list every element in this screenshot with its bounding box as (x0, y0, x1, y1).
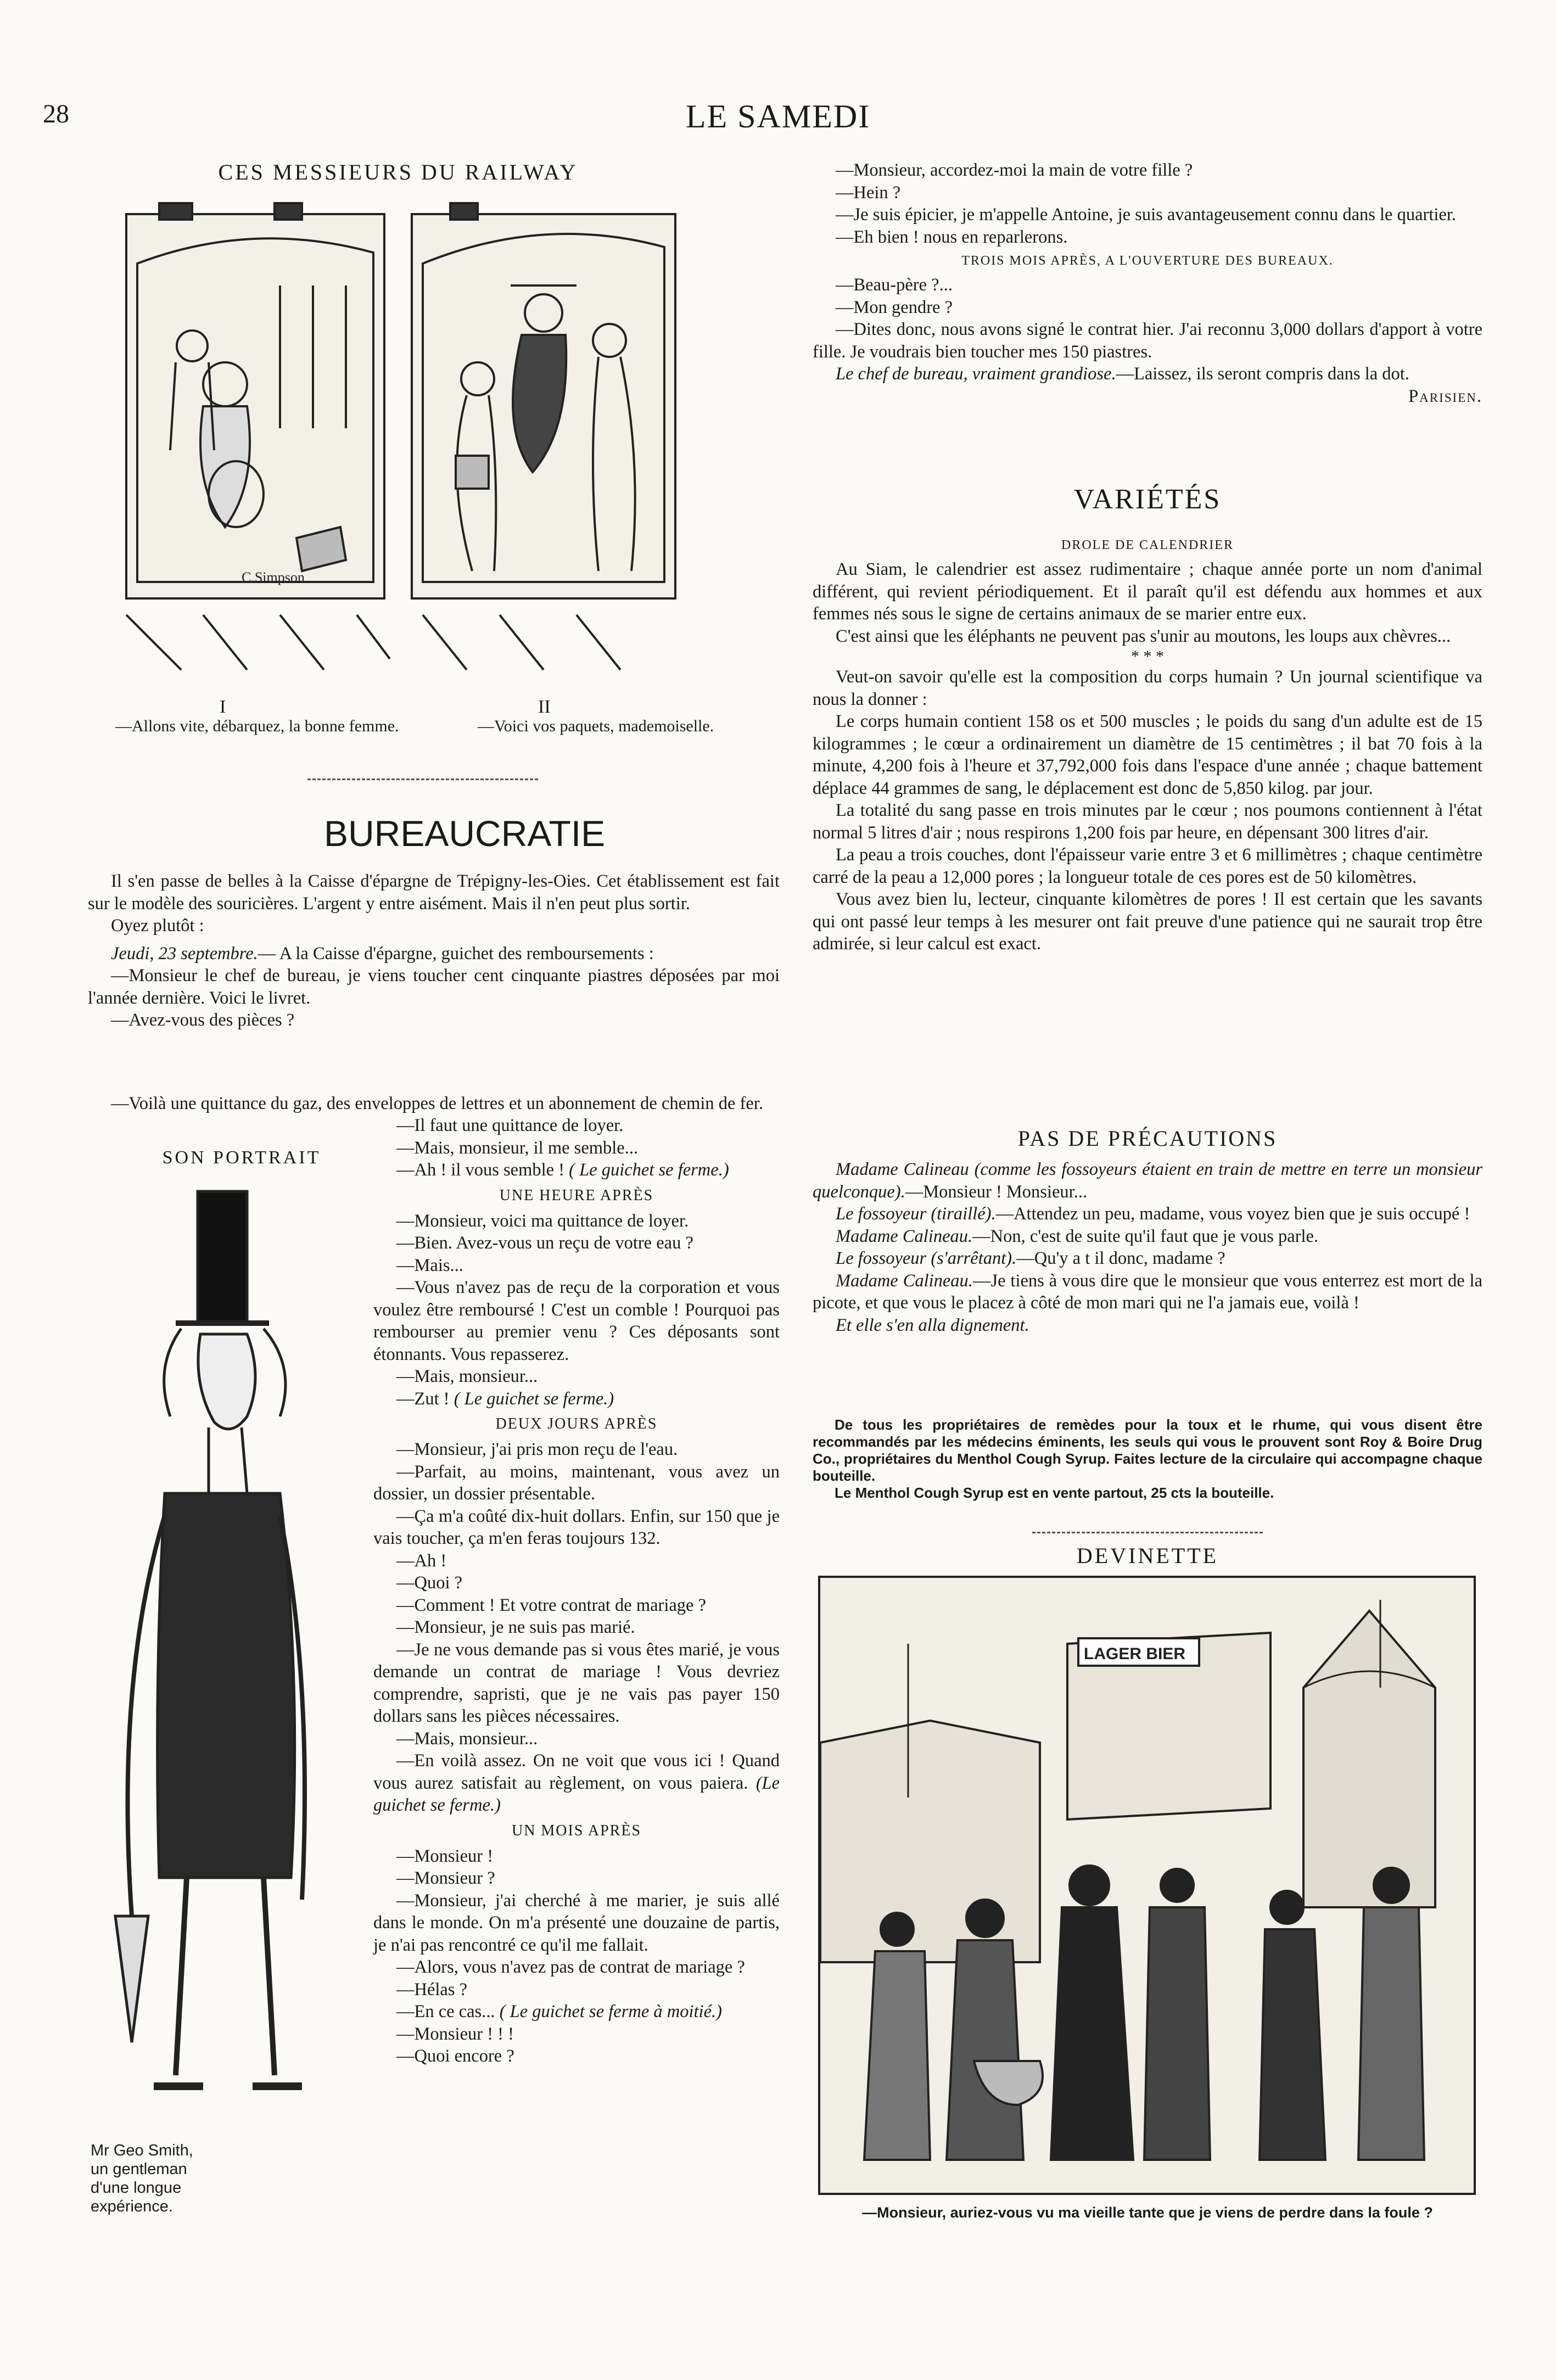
dialogue-line: —En ce cas... ( Le guichet se ferme à moitié.) (396, 2002, 722, 2021)
devinette-illustration (818, 1576, 1476, 2195)
precautions-article (813, 1158, 1482, 1336)
article-paragraph: C'est ainsi que les éléphants ne peuvent pas s'unir au moutons, les loups aux chèvres... (836, 626, 1451, 646)
dialogue-line: —Mais, monsieur... (396, 1728, 538, 1749)
asterism: * * * (1131, 647, 1164, 665)
dialogue-line: —Parfait, au moins, maintenant, vous avez un dossier, un dossier présentable. (373, 1461, 780, 1504)
dialogue-line: Le chef de bureau, vraiment grandiose.—Laissez, ils seront compris dans la dot. (836, 364, 1409, 384)
dialogue-line: —Dites donc, nous avons signé le contrat hier. J'ai reconnu 3,000 dollars d'apport à votre fille. Je voudrais bien toucher mes 150 piastres. (813, 320, 1482, 362)
varietes-title: VARIÉTÉS (1073, 484, 1222, 515)
dialogue-line: —Bien. Avez-vous un reçu de votre eau ? (396, 1233, 693, 1253)
page-number: 28 (43, 99, 69, 128)
panel-one-drawing (126, 203, 390, 670)
artist-signature: C.Simpson (242, 569, 305, 585)
dialogue-line: —Comment ! Et votre contrat de mariage ? (396, 1595, 707, 1615)
dialogue-line: —Il faut une quittance de loyer. (396, 1116, 624, 1135)
portrait-caption: Mr Geo Smith, un gentleman d'une longue expérience. (91, 2142, 193, 2215)
continued-article (813, 159, 1482, 407)
dialogue-line: —Mais, monsieur... (396, 1367, 538, 1386)
dialogue-line: —Je suis épicier, je m'appelle Antoine, je suis avantageusement connu dans le quartier. (836, 205, 1456, 225)
precautions-title: PAS DE PRÉCAUTIONS (1017, 1126, 1278, 1151)
railway-cartoon (115, 198, 686, 681)
author-signature: Parisien. (1408, 386, 1482, 406)
panel-two-drawing (412, 203, 675, 670)
dialogue-line: Et elle s'en alla dignement. (836, 1315, 1029, 1335)
devinette-title: DEVINETTE (1076, 1543, 1219, 1568)
railway-title: CES MESSIEURS DU RAILWAY (218, 160, 578, 184)
dialogue-line: —Quoi encore ? (396, 2046, 514, 2066)
portrait-title: SON PORTRAIT (162, 1147, 321, 1168)
article-paragraph: Oyez plutôt : (111, 916, 204, 936)
ad-paragraph: De tous les propriétaires de remèdes pour la toux et le rhume, qui vous disent être recommandés par les médecins éminents, les seuls qui vous le prouvent sont Roy & Boire Drug Co., propriétaires du Menthol Cough Syrup. Faites lecture de la circulaire qui accompagne chaque bouteille. (813, 1416, 1482, 1484)
subheading: DROLE DE CALENDRIER (1061, 538, 1234, 552)
article-paragraph: Vous avez bien lu, lecteur, cinquante kilomètres de pores ! Il est certain que les savants qui ont passé leur temps à les mesurer ont fait preuve d'une patience qui ne saurait trop être admirée, si leur calcul est exact. (813, 889, 1482, 954)
dialogue-line: —Vous n'avez pas de reçu de la corporation et vous voulez être remboursé ! C'est un comble ! Pourquoi pas rembourser au premier venu ? Ces déposants sont étonnants. Vous repasserez. (373, 1278, 780, 1364)
dialogue-line: —Beau-père ?... (836, 275, 953, 295)
dialogue-line: Madame Calineau.—Non, c'est de suite qu'il faut que je vous parle. (836, 1226, 1319, 1246)
dialogue-line: —Monsieur, j'ai cherché à me marier, je suis allé dans le monde. On m'a présenté une douzaine de partis, je n'ai pas rencontré ce qu'il me fallait. (373, 1890, 780, 1955)
dialogue-line: —Alors, vous n'avez pas de contrat de mariage ? (396, 1957, 745, 1977)
dialogue-line: Le fossoyeur (s'arrêtant).—Qu'y a t il donc, madame ? (836, 1248, 1225, 1268)
panel-two-caption: —Voici vos paquets, mademoiselle. (478, 717, 714, 735)
article-paragraph: Veut-on savoir qu'elle est la composition du corps humain ? Un journal scientifique va nous la donner : (813, 667, 1482, 709)
article-paragraph: Il s'en passe de belles à la Caisse d'épargne de Trépigny-les-Oies. Cet établissement est fait sur le modèle des souricières. L'argent y entre aisément. Mais il n'en peut plus sortir. (88, 871, 780, 914)
dialogue-line: —Quoi ? (396, 1573, 463, 1593)
dialogue-line: —Hein ? (836, 182, 901, 203)
subheading: DEUX JOURS APRÈS (495, 1415, 658, 1432)
portrait-illustration (82, 1186, 384, 2141)
article-paragraph: La peau a trois couches, dont l'épaisseur varie entre 3 et 6 millimètres ; chaque centimètre carré de la peau a 12,000 pores ; la longueur totale de ces pores est de 50 kilomètres. (813, 845, 1482, 887)
dialogue-line: —Ça m'a coûté dix-huit dollars. Enfin, sur 150 que je vais toucher, ça m'en feras toujours 132. (373, 1506, 780, 1548)
section-divider (1032, 1532, 1263, 1533)
bureaucratie-wide-line (88, 1093, 780, 1115)
devinette-caption: —Monsieur, auriez-vous vu ma vieille tante que je viens de perdre dans la foule ? (862, 2204, 1433, 2221)
article-paragraph: —Monsieur le chef de bureau, je viens toucher cent cinquante piastres déposées par moi l'année dernière. Voici le livret. (88, 966, 780, 1008)
dialogue-line: —Ah ! il vous semble ! ( Le guichet se ferme.) (396, 1160, 729, 1180)
dialogue-line: —Zut ! ( Le guichet se ferme.) (396, 1388, 614, 1409)
dialogue-line: —Mais... (396, 1255, 463, 1275)
subheading: UN MOIS APRÈS (511, 1822, 642, 1839)
menthol-advertisement (813, 1416, 1482, 1502)
lager-bier-sign: LAGER BIER (1084, 1645, 1186, 1663)
panel-one-number: I (220, 697, 226, 717)
dialogue-line: —Mais, monsieur, il me semble... (396, 1138, 639, 1158)
dialogue-line: Madame Calineau.—Je tiens à vous dire que le monsieur que vous enterrez est mort de la picote, et que vous le placez à côté de mon mari qui ne l'a jamais eue, voilà ! (813, 1270, 1483, 1313)
newspaper-title: LE SAMEDI (685, 98, 871, 135)
article-paragraph: —Avez-vous des pièces ? (111, 1010, 295, 1030)
subheading: TROIS MOIS APRÈS, A L'OUVERTURE DES BUREAUX. (961, 254, 1334, 268)
section-divider (307, 779, 538, 780)
subheading: UNE HEURE APRÈS (499, 1186, 654, 1204)
dialogue-line: —Ah ! (396, 1550, 447, 1571)
dialogue-line: —En voilà assez. On ne voit que vous ici ! Quand vous aurez satisfait au règlement, on vous paiera. (Le guichet se ferme.) (373, 1751, 780, 1815)
dialogue-line: —Monsieur ? (396, 1868, 495, 1888)
article-paragraph: Jeudi, 23 septembre.— A la Caisse d'épargne, guichet des remboursements : (111, 943, 654, 964)
varietes-article (813, 538, 1482, 955)
article-paragraph: La totalité du sang passe en trois minutes par le cœur ; nos poumons contiennent à l'état normal 5 litres d'air ; nous respirons 1,200 fois par heure, en dépensant 300 litres d'air. (813, 800, 1482, 843)
dialogue-line: —Eh bien ! nous en reparlerons. (836, 227, 1068, 247)
article-paragraph: —Voilà une quittance du gaz, des enveloppes de lettres et un abonnement de chemin de fer. (111, 1094, 763, 1113)
panel-one-caption: —Allons vite, débarquez, la bonne femme. (115, 717, 399, 735)
dialogue-line: —Monsieur, j'ai pris mon reçu de l'eau. (396, 1440, 678, 1459)
panel-two-number: II (538, 697, 551, 717)
dialogue-line: —Je ne vous demande pas si vous êtes marié, je vous demande un contrat de mariage ! Vous devriez comprendre, sapristi, que je ne vais pas payer 150 dollars sans les pièces nécessaires. (373, 1639, 780, 1726)
bureaucratie-intro (88, 870, 780, 1032)
dialogue-line: —Monsieur, accordez-moi la main de votre fille ? (836, 160, 1193, 180)
dialogue-line: —Monsieur, voici ma quittance de loyer. (396, 1211, 689, 1231)
dialogue-line: —Hélas ? (396, 1979, 468, 2000)
dialogue-line: —Monsieur ! (396, 1846, 494, 1866)
dialogue-line: Madame Calineau (comme les fossoyeurs étaient en train de mettre en terre un monsieur quelconque).—Monsieur ! Monsieur... (813, 1160, 1482, 1202)
bureaucratie-dialogue (373, 1115, 780, 2068)
dialogue-line: —Monsieur, je ne suis pas marié. (396, 1617, 635, 1637)
dialogue-line: Le fossoyeur (tiraillé).—Attendez un peu, madame, vous voyez bien que je suis occupé ! (836, 1204, 1470, 1224)
dialogue-line: —Mon gendre ? (836, 297, 953, 317)
ad-paragraph: Le Menthol Cough Syrup est en vente partout, 25 cts la bouteille. (835, 1485, 1274, 1501)
article-paragraph: Au Siam, le calendrier est assez rudimentaire ; chaque année porte un nom d'animal différent, qui revient périodiquement. Et il paraît qu'il est défendu aux hommes et aux femmes nés sous le signe de certains animaux de se marier entre eux. (813, 559, 1482, 624)
article-paragraph: Le corps humain contient 158 os et 500 muscles ; le poids du sang d'un adulte est de 15 kilogrammes ; le cœur a ordinairement un diamètre de 15 centimètres ; il bat 70 fois à la minute, 4,200 fois à l'heure et 37,792,000 fois dans l'espace d'une année ; chaque battement déplace 44 grammes de sang, le déplacement est donc de 5,850 kilog. par jour. (813, 712, 1482, 798)
bureaucratie-title: BUREAUCRATIE (324, 813, 606, 854)
dialogue-line: —Monsieur ! ! ! (396, 2024, 514, 2044)
